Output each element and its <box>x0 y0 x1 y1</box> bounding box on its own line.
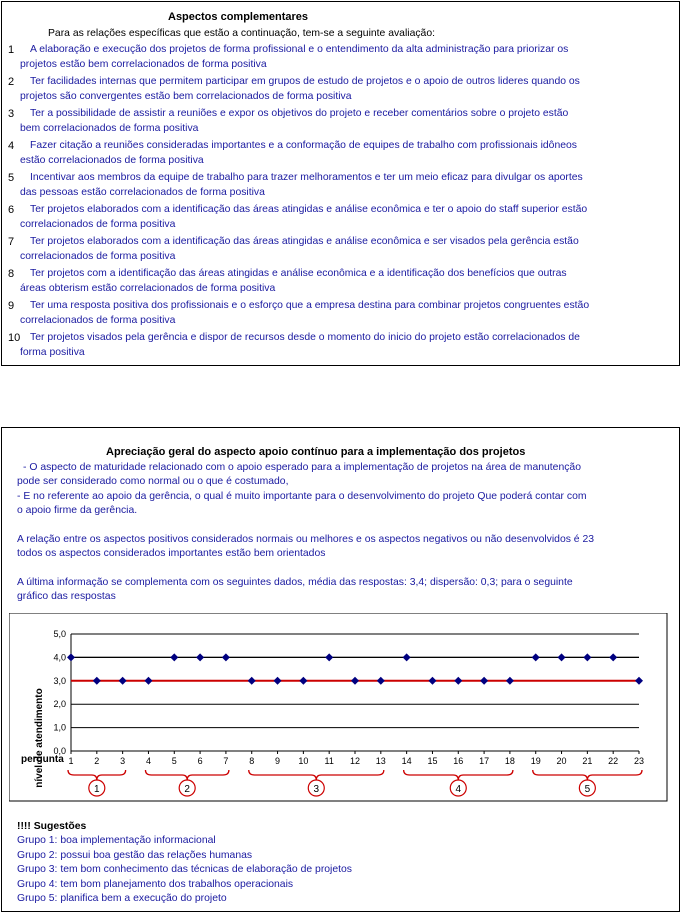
item-number: 2 <box>8 76 15 88</box>
x-tick-label: 9 <box>275 756 281 766</box>
paragraph-data-line1: A última informação se complementa com os seguintes dados, média das respostas: 3,4; dispersão: 0,3; para o seguinte <box>17 577 573 588</box>
item-text-line1: Ter projetos elaborados com a identificação das áreas atingidas e análise econômica e ter o apoio do staff superior estão <box>30 204 588 215</box>
paragraph-maturity-line1: - O aspecto de maturidade relacionado com o apoio esperado para a implementação de projetos na área de manutenção <box>23 462 581 473</box>
x-tick-label: 18 <box>504 756 515 766</box>
item-text-line2: estão correlacionados de forma positiva <box>20 155 204 166</box>
x-tick-label: 6 <box>197 756 203 766</box>
group-label: 3 <box>313 784 320 795</box>
x-tick-label: 1 <box>68 756 74 766</box>
x-tick-label: 5 <box>171 756 177 766</box>
suggestion-item: Grupo 4: tem bom planejamento dos trabalhos operacionais <box>17 878 294 890</box>
x-tick-label: 3 <box>120 756 126 766</box>
suggestions-title: !!!! Sugestões <box>17 821 87 832</box>
item-number: 10 <box>8 332 21 344</box>
x-tick-label: 8 <box>249 756 255 766</box>
item-number: 1 <box>8 44 15 56</box>
item-text-line2: correlacionados de forma positiva <box>20 315 176 326</box>
x-tick-label: 4 <box>145 756 151 766</box>
item-text-line2: projetos estão bem correlacionados de forma positiva <box>20 59 267 70</box>
complementary-aspects-panel <box>1 1 680 366</box>
x-tick-label: 15 <box>427 756 438 766</box>
group-label: 2 <box>184 784 190 795</box>
item-number: 4 <box>8 140 15 152</box>
y-tick-label: 5,0 <box>53 629 66 639</box>
x-tick-label: 14 <box>401 756 412 766</box>
x-tick-label: 16 <box>453 756 464 766</box>
y-tick-label: 3,0 <box>53 675 66 686</box>
y-tick-label: 2,0 <box>53 699 66 710</box>
item-text-line1: Fazer citação a reuniões consideradas importantes e a conformação de equipes de trabalho com profissionais idôneos <box>30 140 577 151</box>
item-text-line1: Ter facilidades internas que permitem participar em grupos de estudo de projetos e o apoio de outros lideres quando os <box>30 76 580 87</box>
item-text-line1: Ter projetos visados pela gerência e dispor de recursos desde o momento do inicio do projeto estão correlacionados de <box>30 332 580 343</box>
section1-title: Aspectos complementares <box>168 11 308 23</box>
item-number: 3 <box>8 108 15 120</box>
item-text-line1: Ter uma resposta positiva dos profissionais e o esforço que a empresa destina para combinar projetos congruentes estão <box>30 300 590 311</box>
item-text-line2: forma positiva <box>20 347 85 358</box>
item-text-line2: correlacionados de forma positiva <box>20 251 176 262</box>
section2-title: Apreciação geral do aspecto apoio contínuo para a implementação dos projetos <box>106 446 526 458</box>
item-number: 9 <box>8 300 15 312</box>
x-tick-label: 22 <box>608 756 619 766</box>
item-number: 6 <box>8 204 15 216</box>
suggestion-item: Grupo 1: boa implementação informacional <box>17 835 216 846</box>
item-text-line2: das pessoas estão correlacionados de forma positiva <box>20 187 265 198</box>
paragraph-relation-line1: A relação entre os aspectos positivos considerados normais ou melhores e os aspectos negativos ou não desenvolvidos é 23 <box>17 534 595 545</box>
group-label: 5 <box>584 784 591 795</box>
group-label: 1 <box>94 784 100 795</box>
group-label: 4 <box>455 784 462 795</box>
item-text-line1: Ter projetos elaborados com a identificação das áreas atingidas e análise econômica e ser visados pela gerência estão <box>30 236 579 247</box>
suggestion-item: Grupo 5: planifica bem a execução do projeto <box>17 893 227 904</box>
x-tick-label: 12 <box>349 756 361 766</box>
paragraph-management-line2: o apoio firme da gerência. <box>17 505 138 516</box>
item-number: 5 <box>8 172 15 184</box>
y-tick-label: 1,0 <box>53 722 66 733</box>
y-axis-label: nível de atendimento <box>34 688 45 788</box>
suggestion-item: Grupo 3: tem bom conhecimento das técnicas de elaboração de projetos <box>17 864 353 875</box>
section1-intro: Para as relações específicas que estão a continuação, tem-se a seguinte avaliação: <box>48 28 435 39</box>
item-text-line2: áreas obterism estão correlacionados de forma positiva <box>20 283 276 294</box>
x-tick-label: 19 <box>530 756 541 766</box>
suggestion-item: Grupo 2: possui boa gestão das relações humanas <box>17 849 253 861</box>
item-number: 8 <box>8 268 15 280</box>
item-text-line1: A elaboração e execução dos projetos de forma profissional e o entendimento da alta administração para priorizar os <box>30 44 569 55</box>
x-axis-label: pergunta <box>21 754 64 765</box>
x-tick-label: 13 <box>375 756 386 766</box>
item-text-line1: Ter projetos com a identificação das áreas atingidas e análise econômica e a identificação dos benefícios que outras <box>30 268 567 279</box>
item-text-line2: projetos são convergentes estão bem correlacionados de forma positiva <box>20 91 352 102</box>
x-tick-label: 23 <box>633 756 645 766</box>
x-tick-label: 21 <box>582 756 593 766</box>
paragraph-management-line1: - E no referente ao apoio da gerência, o qual é muito importante para o desenvolvimento do projeto Que poderá contar com <box>17 491 587 502</box>
item-text-line2: bem correlacionados de forma positiva <box>20 123 199 134</box>
y-tick-label: 4,0 <box>53 652 66 663</box>
x-tick-label: 17 <box>479 756 490 766</box>
x-tick-label: 10 <box>298 756 309 766</box>
chart-frame <box>9 613 667 801</box>
item-text-line2: correlacionados de forma positiva <box>20 219 176 230</box>
paragraph-data-line2: gráfico das respostas <box>17 591 116 602</box>
x-tick-label: 20 <box>556 756 567 766</box>
paragraph-maturity-line2: pode ser considerado como normal ou o que é costumado, <box>17 476 289 487</box>
paragraph-relation-line2: todos os aspectos considerados importantes estão bem orientados <box>17 548 326 559</box>
item-text-line1: Incentivar aos membros da equipe de trabalho para trazer melhoramentos e ter um meio eficaz para divulgar os aportes <box>30 172 583 183</box>
x-tick-label: 11 <box>324 756 334 766</box>
item-number: 7 <box>8 236 15 248</box>
item-text-line1: Ter a possibilidade de assistir a reuniões e expor os objetivos do projeto e receber comentários sobre o projeto estão <box>30 108 569 119</box>
general-appreciation-panel <box>1 427 680 912</box>
responses-chart <box>9 613 669 803</box>
x-tick-label: 7 <box>223 756 229 766</box>
x-tick-label: 2 <box>94 756 100 766</box>
y-tick-label: 0,0 <box>53 746 66 756</box>
